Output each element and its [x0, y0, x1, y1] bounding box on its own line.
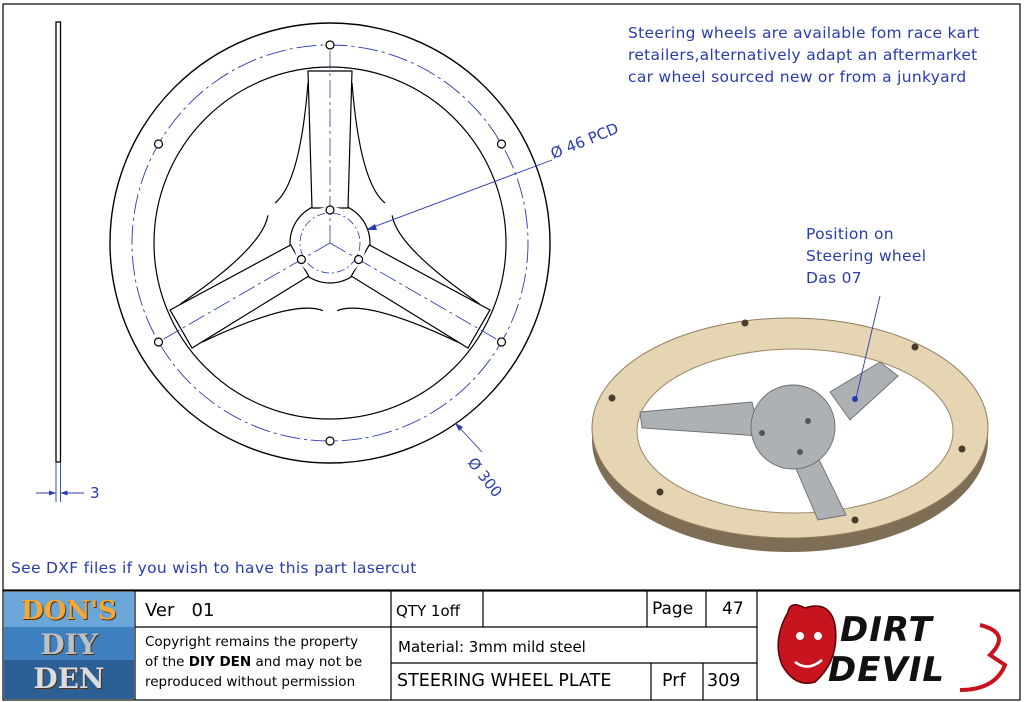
dirt-devil-line2: DEVIL	[828, 650, 946, 690]
page-label: Page	[652, 599, 694, 619]
page-number: 47	[722, 599, 744, 619]
dirt-devil-line1: DIRT	[840, 610, 933, 650]
prf-number: 309	[707, 671, 741, 691]
pcd-dimension-label: Ø 46 PCD	[548, 119, 622, 163]
copyright-notice	[145, 632, 362, 692]
dons-logo-line1: DON'S	[21, 596, 117, 626]
dons-logo-text	[6, 594, 132, 698]
side-view-plate	[36, 22, 84, 502]
copyright-prefix: Copyright remains the property of the	[145, 634, 359, 670]
material-label: Material: 3mm mild steel	[398, 638, 586, 656]
version-label: Ver 01	[145, 600, 215, 621]
dons-logo-line3: DEN	[33, 662, 105, 695]
copyright-owner: DIY DEN	[188, 654, 252, 670]
copyright-suffix: and may not be reproduced without permission	[145, 654, 363, 690]
thickness-dimension-label: 3	[90, 484, 100, 502]
pcd-leader	[366, 160, 552, 230]
prf-label: Prf	[662, 671, 686, 691]
supplier-note: Steering wheels are available fom race kart retailers,alternatively adapt an aftermarket car wheel sourced new or from a junkyard	[628, 24, 980, 86]
dons-logo-line2: DIY	[40, 628, 98, 661]
dirt-devil-logo-text	[828, 610, 990, 690]
outer-dim-leader	[455, 423, 482, 452]
lasercut-note: See DXF files if you wish to have this part lasercut	[11, 559, 417, 577]
qty-label: QTY 1off	[396, 602, 460, 620]
part-name: STEERING WHEEL PLATE	[397, 671, 612, 691]
outer-dimension-label: Ø 300	[463, 454, 506, 501]
wheel-3d-render	[592, 296, 988, 552]
position-note: Position on Steering wheel Das 07	[806, 225, 927, 287]
wheel-front-view	[110, 23, 550, 463]
